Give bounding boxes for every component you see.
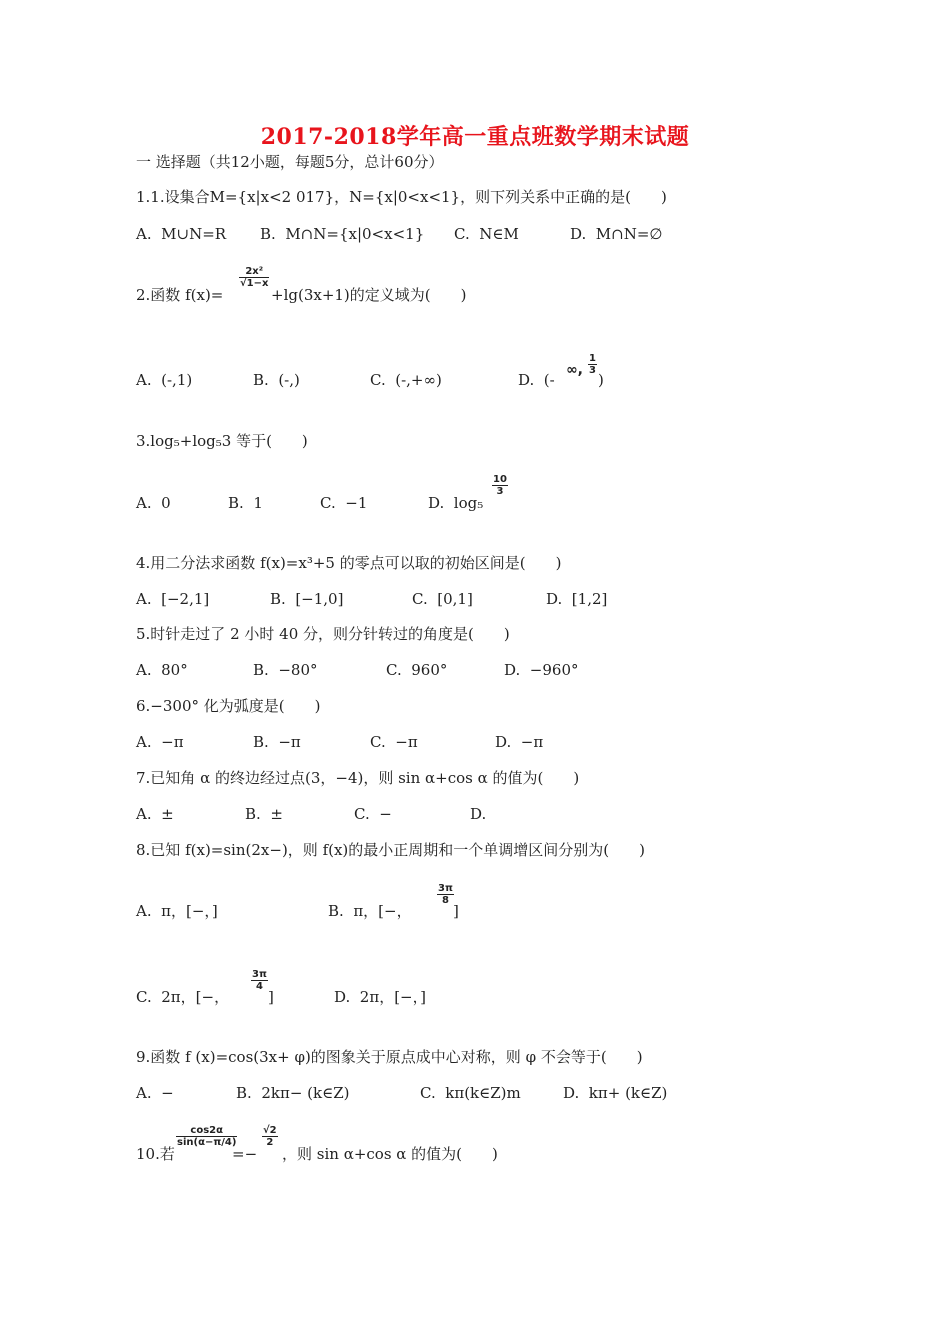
q8-option-c: C. 2π，[−， — [136, 988, 230, 1006]
q4-option-b: B. [−1,0] — [270, 590, 344, 608]
q3-option-b: B. 1 — [228, 494, 263, 512]
question-3-stem: 3.log₅+log₅3 等于( ) — [136, 432, 308, 450]
q3-option-c: C. −1 — [320, 494, 368, 512]
q4-option-d: D. [1,2] — [546, 590, 608, 608]
q8-option-a: A. π，[−，] — [136, 902, 218, 920]
question-1-stem: 1.1.设集合M={x|x<2 017}，N={x|0<x<1}，则下列关系中正确的是( ) — [136, 188, 667, 206]
question-9-stem: 9.函数 f (x)=cos(3x+ φ)的图象关于原点成中心对称，则 φ 不会等于( ) — [136, 1048, 643, 1066]
q6-option-d: D. −π — [495, 733, 544, 751]
q5-option-a: A. 80° — [136, 661, 188, 679]
q8-c-close: ] — [268, 988, 274, 1006]
q8-option-b: B. π，[−， — [328, 902, 412, 920]
q2-option-a: A. (-,1) — [136, 371, 193, 389]
q2-option-d: D. (- — [518, 371, 555, 389]
q10-rhs-fraction — [262, 1125, 278, 1148]
q9-option-b: B. 2kπ− (k∈Z) — [236, 1084, 350, 1102]
question-5-stem: 5.时针走过了 2 小时 40 分，则分针转过的角度是( ) — [136, 625, 510, 643]
q7-option-d: D. — [470, 805, 487, 823]
q2-fraction-denominator: √1−x — [240, 278, 269, 289]
question-10-equals: =− — [232, 1145, 258, 1163]
q2-d-denominator: 3 — [589, 365, 596, 376]
question-7-stem: 7.已知角 α 的终边经过点(3，−4)，则 sin α+cos α 的值为( ) — [136, 769, 580, 787]
q5-option-c: C. 960° — [386, 661, 448, 679]
q2-d-numerator: 1 — [589, 353, 596, 364]
q7-option-a: A. ± — [136, 805, 174, 823]
question-10-stem-end: ，则 sin α+cos α 的值为( ) — [282, 1145, 498, 1163]
q2-option-c: C. (-,+∞) — [370, 371, 442, 389]
question-6-stem: 6.−300° 化为弧度是( ) — [136, 697, 321, 715]
q8-b-close: ] — [453, 902, 459, 920]
q10-rhs-numerator: √2 — [263, 1125, 277, 1136]
q5-option-b: B. −80° — [253, 661, 318, 679]
q10-fraction — [176, 1125, 237, 1148]
q8-b-denominator: 8 — [441, 895, 449, 906]
q2-d-fraction — [588, 353, 597, 376]
q3-option-d: D. log₅ — [428, 494, 484, 512]
q8-b-numerator: 3π — [438, 883, 453, 894]
q7-option-c: C. − — [354, 805, 392, 823]
question-10-stem-start: 10.若 — [136, 1145, 175, 1163]
q1-option-c: C. N∈M — [454, 225, 519, 243]
q4-option-a: A. [−2,1] — [136, 590, 210, 608]
q3-d-denominator: 3 — [496, 486, 504, 497]
q9-option-a: A. − — [136, 1084, 174, 1102]
q3-d-numerator: 10 — [493, 474, 507, 485]
q6-option-c: C. −π — [370, 733, 418, 751]
q2-fraction-numerator: 2x² — [239, 266, 269, 278]
q1-option-a: A. M∪N=R — [136, 225, 227, 243]
q1-option-b: B. M∩N={x|0<x<1} — [260, 225, 425, 243]
q6-option-a: A. −π — [136, 733, 184, 751]
q8-c-numerator: 3π — [252, 969, 267, 980]
q8-option-d: D. 2π，[−，] — [334, 988, 426, 1006]
page-title: 2017-2018学年高一重点班数学期末试题 — [260, 124, 690, 150]
question-4-stem: 4.用二分法求函数 f(x)=x³+5 的零点可以取的初始区间是( ) — [136, 554, 562, 572]
q4-option-c: C. [0,1] — [412, 590, 473, 608]
q1-option-d: D. M∩N=∅ — [570, 225, 663, 243]
q8-c-denominator: 4 — [255, 981, 263, 992]
q2-infinity: ∞, — [566, 362, 583, 378]
section-header: 一 选择题（共12小题，每题5分，总计60分） — [136, 153, 444, 171]
q10-rhs-denominator: 2 — [266, 1137, 274, 1148]
q7-option-b: B. ± — [245, 805, 283, 823]
q8-c-fraction — [251, 969, 268, 992]
q5-option-d: D. −960° — [504, 661, 579, 679]
q2-d-close: ) — [598, 371, 604, 389]
q2-fraction — [239, 266, 269, 289]
q9-option-c: C. kπ(k∈Z)m — [420, 1084, 521, 1102]
question-8-stem: 8.已知 f(x)=sin(2x−)，则 f(x)的最小正周期和一个单调增区间分别为( ) — [136, 841, 645, 859]
question-2-stem-start: 2.函数 f(x)= — [136, 286, 224, 304]
q9-option-d: D. kπ+ (k∈Z) — [563, 1084, 668, 1102]
q10-denominator: sin(α−π/4) — [177, 1137, 237, 1148]
q6-option-b: B. −π — [253, 733, 301, 751]
question-2-stem-end: +lg(3x+1)的定义域为( ) — [271, 286, 467, 304]
q2-option-b: B. (-,) — [253, 371, 300, 389]
q10-numerator: cos2α — [176, 1125, 237, 1137]
q8-b-fraction — [437, 883, 454, 906]
q3-option-a: A. 0 — [136, 494, 171, 512]
q3-d-fraction — [492, 474, 508, 497]
